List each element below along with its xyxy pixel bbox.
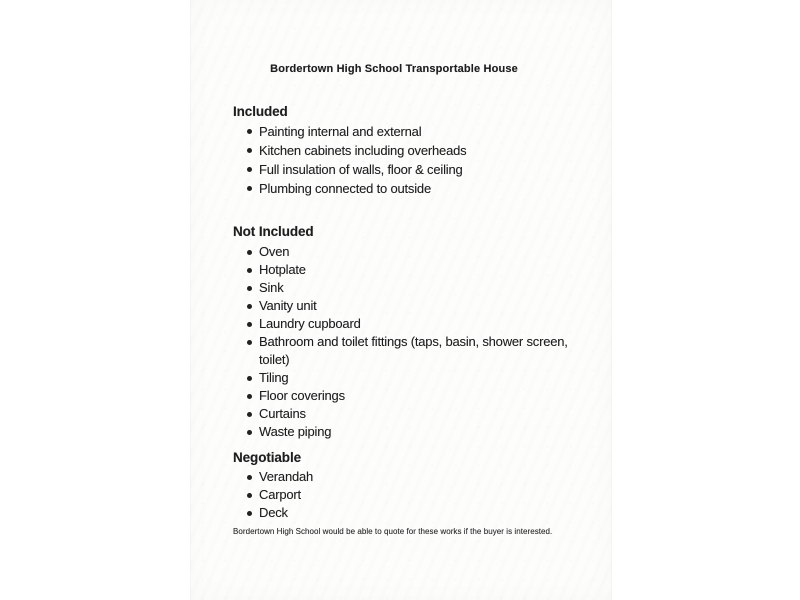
list-item: Verandah: [233, 468, 573, 486]
list-item: Tiling: [233, 369, 573, 387]
list-item: Carport: [233, 486, 573, 504]
negotiable-list: [233, 468, 573, 522]
list-item: Kitchen cabinets including overheads: [233, 141, 573, 160]
list-item: Laundry cupboard: [233, 315, 573, 333]
list-item: Sink: [233, 279, 573, 297]
list-item: Plumbing connected to outside: [233, 179, 573, 198]
section-negotiable: [233, 450, 555, 522]
list-item: Vanity unit: [233, 297, 573, 315]
list-item: Full insulation of walls, floor & ceiling: [233, 160, 573, 179]
list-item: Oven: [233, 243, 573, 261]
list-item: Hotplate: [233, 261, 573, 279]
not-included-list: [233, 243, 573, 441]
footnote: Bordertown High School would be able to quote for these works if the buyer is interested.: [233, 527, 553, 536]
section-not-included-heading: Not Included: [233, 224, 314, 239]
section-negotiable-heading: Negotiable: [233, 450, 302, 465]
document-title: Bordertown High School Transportable House: [270, 63, 518, 75]
list-item: Deck: [233, 504, 573, 522]
section-included: [233, 104, 555, 198]
list-item: Curtains: [233, 405, 573, 423]
list-item: Waste piping: [233, 423, 573, 441]
list-item: Bathroom and toilet fittings (taps, basin, shower screen, toilet): [233, 333, 573, 369]
list-item: Painting internal and external: [233, 122, 573, 141]
section-included-heading: Included: [233, 104, 288, 119]
scanned-page: [190, 0, 612, 600]
included-list: [233, 122, 573, 198]
page-content: [233, 0, 568, 537]
list-item: Floor coverings: [233, 387, 573, 405]
section-not-included: [233, 224, 568, 441]
